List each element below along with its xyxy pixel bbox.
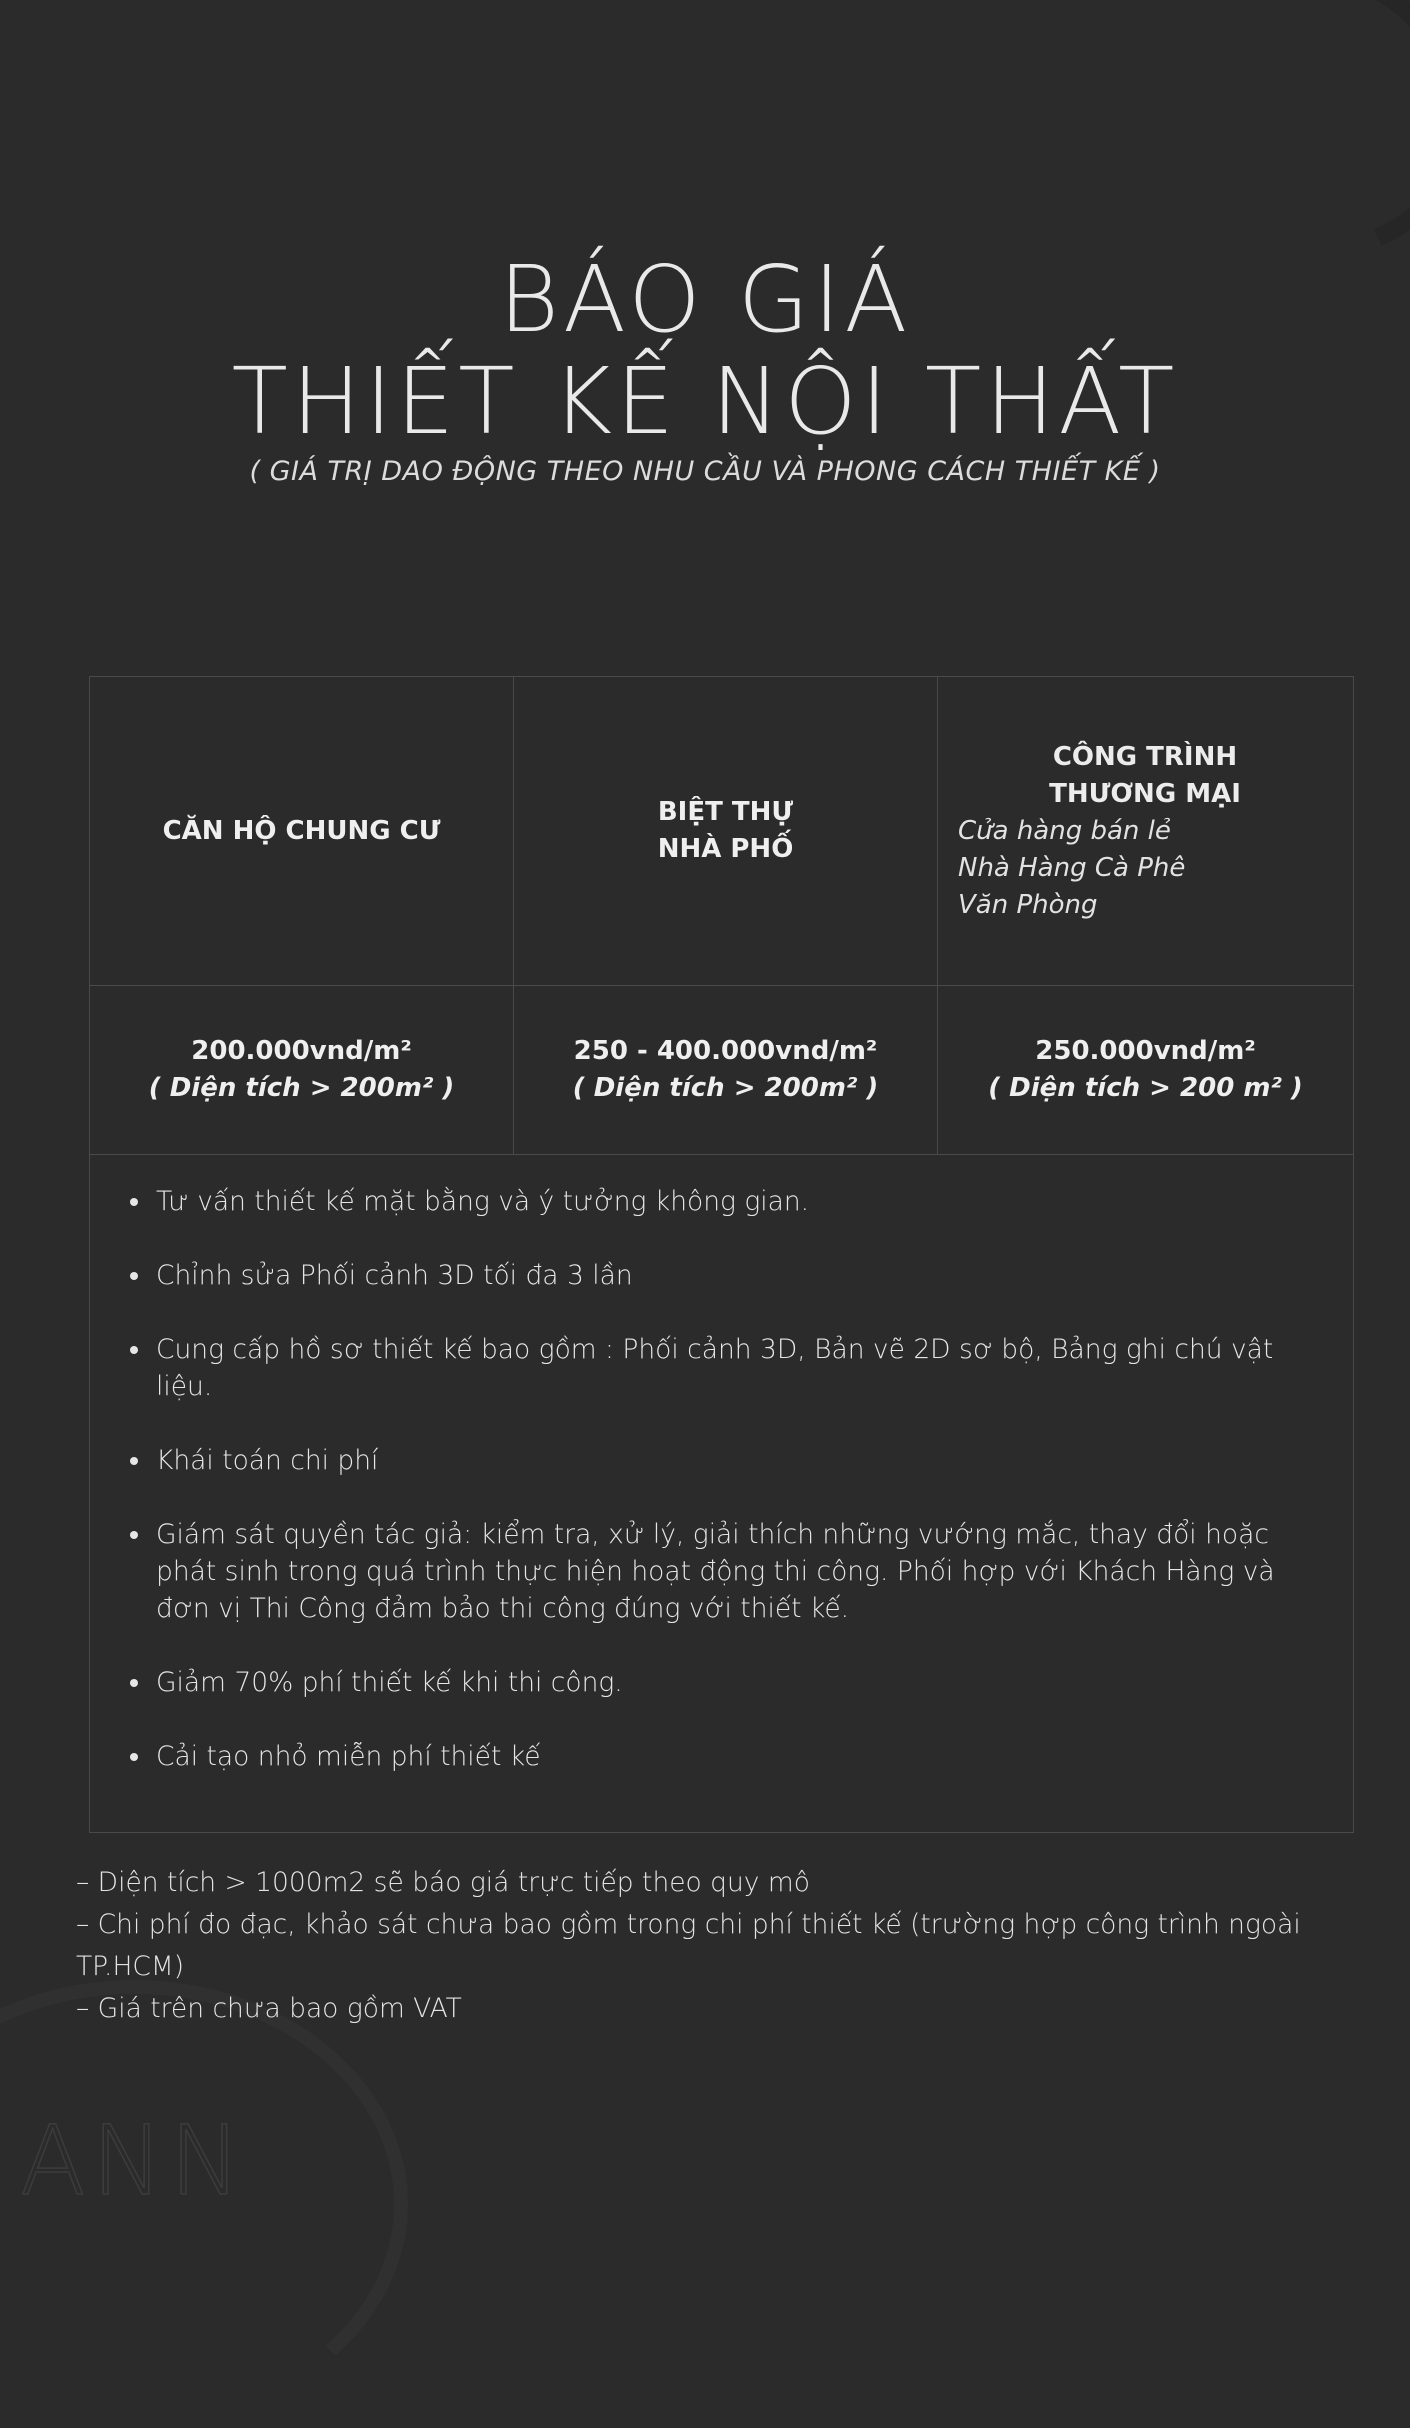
price-villa	[514, 986, 938, 1155]
price-apartment	[90, 986, 514, 1155]
header-apartment	[90, 677, 514, 986]
header-commercial	[938, 677, 1354, 986]
header-villa-line1: BIỆT THỰ	[657, 797, 794, 827]
page-title-line2: THIẾT KẾ NỘI THẤT	[231, 348, 1179, 455]
price-commercial-area: ( Diện tích > 200 m² )	[988, 1073, 1303, 1103]
footnotes	[76, 1862, 1336, 2030]
table-features-row	[90, 1155, 1354, 1833]
feature-item: Giảm 70% phí thiết kế khi thi công.	[120, 1664, 1333, 1701]
feature-item: Giám sát quyền tác giả: kiểm tra, xử lý, giải thích những vướng mắc, thay đổi hoặc phát sinh trong quá trình thực hiện hoạt động thi công. Phối hợp với Khách Hàng và đơn vị Thi Công đảm bảo thi công đúng với thiết kế.	[120, 1516, 1333, 1627]
page-title-line1: BÁO GIÁ	[498, 246, 912, 353]
feature-item: Cải tạo nhỏ miễn phí thiết kế	[120, 1738, 1333, 1775]
page-subtitle: ( GIÁ TRỊ DAO ĐỘNG THEO NHU CẦU VÀ PHONG CÁCH THIẾT KẾ )	[249, 456, 1161, 487]
footnote-item: – Chi phí đo đạc, khảo sát chưa bao gồm trong chi phí thiết kế (trường hợp công trình ngoài TP.HCM)	[76, 1909, 1301, 1982]
price-commercial	[938, 986, 1354, 1155]
price-apartment-value: 200.000vnd/m²	[191, 1036, 412, 1066]
header-commercial-line1: CÔNG TRÌNH	[1052, 741, 1238, 772]
price-commercial-value: 250.000vnd/m²	[1035, 1036, 1256, 1066]
features-list	[120, 1183, 1333, 1775]
commercial-types-list	[958, 813, 1352, 924]
footnote-item: – Diện tích > 1000m2 sẽ báo giá trực tiếp theo quy mô	[76, 1867, 810, 1898]
feature-item: Chỉnh sửa Phối cảnh 3D tối đa 3 lần	[120, 1257, 1333, 1294]
header-apartment-label: CĂN HỘ CHUNG CƯ	[162, 815, 441, 846]
price-villa-value: 250 - 400.000vnd/m²	[573, 1036, 878, 1066]
price-villa-area: ( Diện tích > 200m² )	[572, 1073, 879, 1103]
table-price-row	[90, 986, 1354, 1155]
feature-item: Tư vấn thiết kế mặt bằng và ý tưởng không gian.	[120, 1183, 1333, 1220]
commercial-type-item: Nhà Hàng Cà Phê	[958, 852, 1186, 883]
title-block	[0, 246, 1410, 487]
features-cell	[90, 1155, 1354, 1833]
feature-item: Cung cấp hồ sơ thiết kế bao gồm : Phối cảnh 3D, Bản vẽ 2D sơ bộ, Bảng ghi chú vật liệu.	[120, 1331, 1333, 1405]
header-villa-line2: NHÀ PHỐ	[657, 834, 794, 864]
feature-item: Khái toán chi phí	[120, 1442, 1333, 1479]
header-commercial-line2: THƯƠNG MẠI	[1049, 778, 1241, 809]
footnote-item: – Giá trên chưa bao gồm VAT	[76, 1993, 462, 2024]
price-apartment-area: ( Diện tích > 200m² )	[148, 1073, 455, 1103]
pricing-table	[89, 676, 1354, 1833]
commercial-type-item: Văn Phòng	[958, 889, 1098, 920]
table-header-row	[90, 677, 1354, 986]
logo-watermark: ANN	[20, 2105, 248, 2217]
commercial-type-item: Cửa hàng bán lẻ	[958, 815, 1171, 846]
header-villa	[514, 677, 938, 986]
